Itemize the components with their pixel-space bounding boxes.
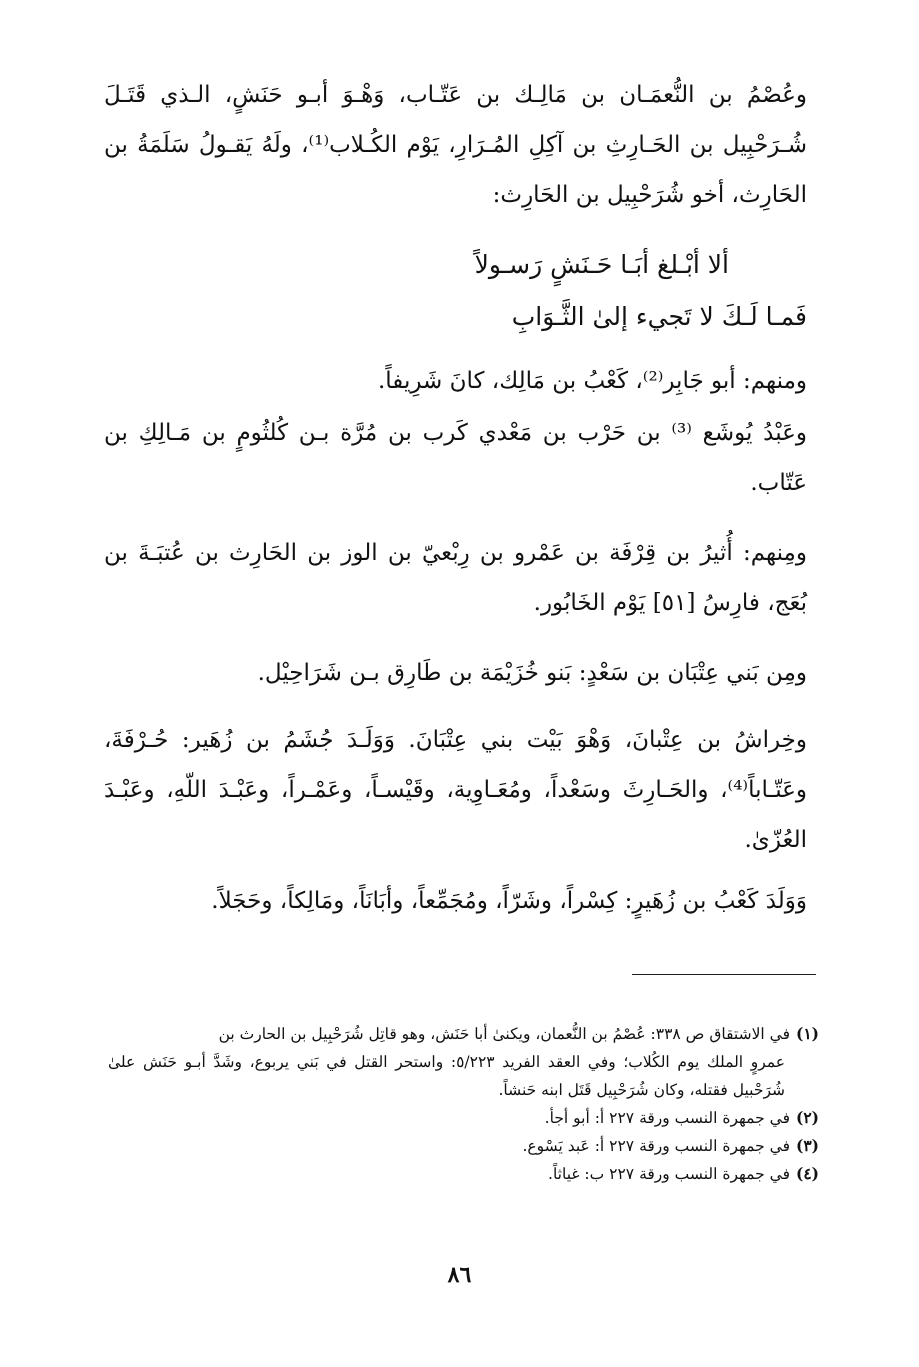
- footnote-1: [108, 1020, 819, 1048]
- footnote-number: (١): [795, 1024, 819, 1043]
- footnote-text: في جمهرة النسب ورقة ٢٢٧ أ: أبو أجأ.: [544, 1109, 790, 1127]
- footnote-4: [108, 1160, 819, 1188]
- paragraph-khirash: وخِراشُ بن عِتْبانَ، وَهْوَ بَيْت بني عِتْبَانَ. وَوَلَـدَ جُشَمُ بن زُهَير: حُـرْفَةَ، وعَتّـاباً⁽⁴⁾، والحَـارِثَ وسَعْداً، ومُعَـاوِية، وقَيْسـاً، وعَمْـراً، وعَبْـدَ اللّهِ، وعَبْـدَ العُزّىٰ.: [104, 727, 807, 853]
- footnote-divider: [632, 974, 816, 975]
- footnote-text: في جمهرة النسب ورقة ٢٢٧ أ: عَبد يَسْوع.: [522, 1137, 790, 1155]
- paragraph-abu-jabir: ومنهم: أبو جَابِر⁽²⁾، كَعْبُ بن مَالِك، كانَ شَرِيفاً.: [377, 368, 807, 394]
- footnote-number: (٢): [795, 1108, 819, 1127]
- footnote-number: (٣): [795, 1136, 819, 1155]
- paragraph-abd-yusha: وعَبْدُ يُوشَع ⁽³⁾ بن حَرْب بن مَعْدي كَرب بن مُرَّة بـن كُلثُومٍ بن مَـالِكِ بن عَتّاب.: [104, 420, 807, 496]
- footnotes: [108, 1020, 819, 1188]
- paragraph-uthayr: ومِنهم: أُثيرُ بن قِرْفَة بن عَمْرو بن رِبْعيّ بن الوز بن الحَارِث بن عُتبَـةَ بن بُعَج، فارِسُ [٥١] يَوْم الخَابُور.: [104, 540, 807, 616]
- footnote-1-continuation: عمروٍ الملك يوم الكُلاب؛ وفي العقد الفريد ٥/٢٢٣: واستحر القتل في بَني يربوع، وشَدَّ أبـو حَنَش علىٰ شُرَحْبيل فقتله، وكان شُرَحْبِيل قَتَل ابنه حَنشاً.: [108, 1053, 785, 1099]
- footnote-text: في جمهرة النسب ورقة ٢٢٧ ب: غياثاً.: [548, 1165, 790, 1183]
- paragraph-asm-ibn-numan: وعُصْمُ بن النُّعمَـان بن مَالِـك بن عَتّـاب، وَهْـوَ أبـو حَنَشٍ، الـذي قَتَـلَ شُـرَحْبِيل بن الحَـارِثِ بن آكِلِ المُـرَارِ، يَوْم الكُـلاب⁽¹⁾، ولَهُ يَقـولُ سَلَمَةُ بن الحَارِث، أخو شُرَحْبِيل بن الحَارِث:: [104, 82, 807, 208]
- paragraph-bani-itban: ومِن بَني عِتْبَان بن سَعْدٍ: بَنو خُزَيْمَة بن طَارِق بـن شَرَاحِيْل.: [257, 660, 807, 686]
- verse-line-1: ألا أبْـلغ أبَـا حَـنَشٍ رَسـولاً: [474, 250, 729, 279]
- footnote-number: (٤): [795, 1164, 819, 1183]
- footnote-2: [108, 1104, 819, 1132]
- page-number: ٨٦: [447, 1262, 472, 1288]
- paragraph-kab-ibn-zuhayr: وَوَلَدَ كَعْبُ بن زُهَيرٍ: كِسْراً، وشَرّاً، ومُجَمِّعاً، وأبَانَاً، ومَالِكاً، وحَجَلاً.: [211, 888, 807, 914]
- footnote-3: [108, 1132, 819, 1160]
- verse-line-2: فَمـا لَـكَ لا تَجيء إلىٰ الثَّـوَابِ: [511, 302, 807, 331]
- footnote-text: في الاشتقاق ص ٣٣٨: عُصْمُ بن النُّعمان، ويكنىٰ أبا حَنَش، وهو قاتِل شُرَحْبِيل بن الحارث بن: [218, 1025, 790, 1043]
